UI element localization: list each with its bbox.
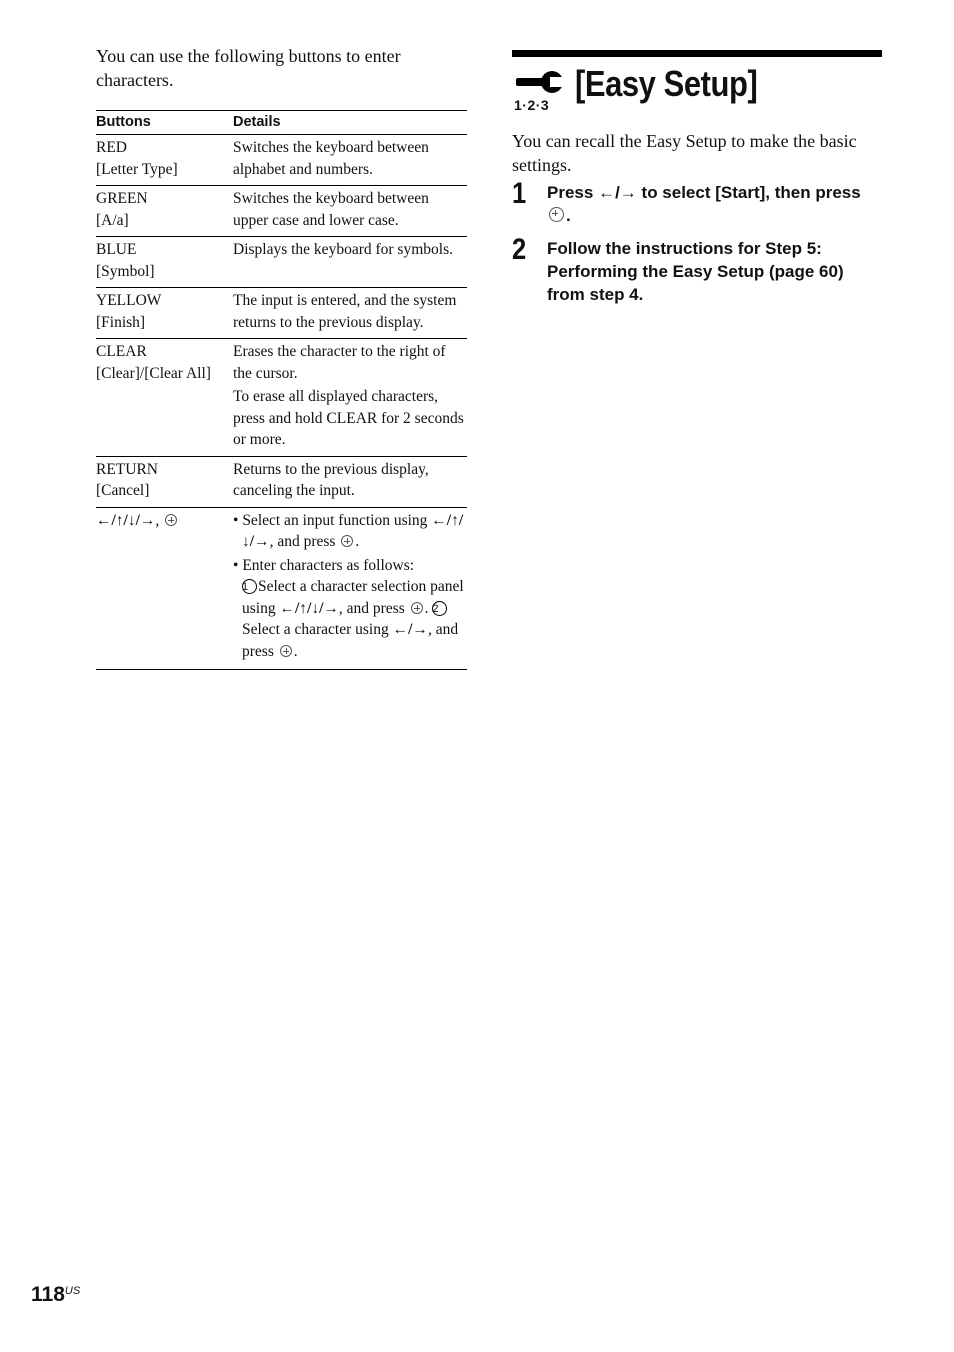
enter-button-icon <box>549 207 564 222</box>
button-name: RED <box>96 139 127 156</box>
details-cell <box>233 288 467 339</box>
left-column <box>96 44 467 670</box>
button-name: YELLOW <box>96 292 162 309</box>
buttons-table <box>96 110 467 670</box>
arrow-keys-label: ←/↑/↓/→ <box>96 511 156 529</box>
table-row <box>96 456 467 507</box>
enter-button-icon <box>411 602 423 614</box>
button-function: [Clear]/[Clear All] <box>96 364 211 382</box>
enter-button-icon <box>341 535 353 547</box>
button-function: [Letter Type] <box>96 160 178 178</box>
separator: , <box>155 511 160 529</box>
table-row <box>96 135 467 186</box>
button-name: CLEAR <box>96 343 147 360</box>
button-cell <box>96 237 233 288</box>
header-details: Details <box>233 111 467 135</box>
button-cell <box>96 456 233 507</box>
section-intro: You can recall the Easy Setup to make the basic settings. <box>512 131 857 175</box>
table-row <box>96 288 467 339</box>
enter-button-icon <box>165 514 177 526</box>
details-cell <box>233 339 467 457</box>
table-header-row <box>96 111 467 135</box>
bullet-enter-characters: • Enter characters as follows: 1 Select a character selection panel using ←/↑/↓/→, and press . 2Select a character using ←/→, and press . <box>233 556 464 660</box>
details-cell <box>233 186 467 237</box>
button-name: RETURN <box>96 460 158 478</box>
step-1 <box>512 177 882 227</box>
details-text: Switches the keyboard between upper case and lower case. <box>233 190 429 229</box>
details-text: Switches the keyboard between alphabet and numbers. <box>233 139 429 178</box>
arrow-buttons-cell <box>96 507 233 670</box>
wrench-icon <box>514 67 564 97</box>
details-cell <box>233 237 467 288</box>
setup-icon-label: 1·2·3 <box>514 97 550 113</box>
section-title: [Easy Setup] <box>575 63 758 104</box>
button-name: BLUE <box>96 241 137 258</box>
region-suffix: US <box>64 1285 81 1297</box>
step-2-text: Follow the instructions for Step 5: Performing the Easy Setup (page 60) from step 4. <box>547 239 844 304</box>
header-buttons: Buttons <box>96 111 233 135</box>
step-1-text: Press ←/→ to select [Start], then press . <box>547 183 861 225</box>
bullet-select-function: • Select an input function using ←/↑/↓/→, and press . <box>233 511 464 550</box>
button-function: [Symbol] <box>96 262 155 280</box>
details-cell <box>233 456 467 507</box>
step-number: 1 <box>512 177 527 210</box>
details-text: To erase all displayed characters, press and hold CLEAR for 2 seconds or more. <box>233 388 464 448</box>
details-text: The input is entered, and the system returns to the previous display. <box>233 292 457 331</box>
section-heading <box>512 57 882 115</box>
circled-number-1: 1 <box>242 579 257 594</box>
arrow-keys: ←/↑/↓/→ <box>279 599 339 617</box>
step-number: 2 <box>512 233 527 266</box>
button-cell <box>96 135 233 186</box>
circled-number-2: 2 <box>432 601 447 616</box>
table-row <box>96 237 467 288</box>
button-function: [A/a] <box>96 211 129 229</box>
details-text: Returns to the previous display, canceling the input. <box>233 460 429 499</box>
step-2 <box>512 233 882 306</box>
intro-text: You can use the following buttons to enter characters. <box>96 46 401 90</box>
arrow-keys: ←/→ <box>392 621 428 638</box>
details-text: Erases the character to the right of the cursor. <box>233 343 446 382</box>
arrow-keys: ←/↑/↓/→ <box>242 511 464 550</box>
table-body <box>96 135 467 670</box>
button-cell <box>96 186 233 237</box>
right-column <box>512 50 882 306</box>
table-row <box>96 339 467 457</box>
button-cell <box>96 339 233 457</box>
details-cell <box>233 135 467 186</box>
arrow-keys: ←/→ <box>598 183 637 202</box>
button-cell <box>96 288 233 339</box>
page-number: $118^{US}$ <box>31 1283 81 1306</box>
enter-button-icon <box>280 645 292 657</box>
table-row <box>96 186 467 237</box>
button-name: GREEN <box>96 190 148 207</box>
section-bar <box>512 50 882 57</box>
details-text: Displays the keyboard for symbols. <box>233 241 453 258</box>
arrow-details-cell <box>233 507 467 670</box>
button-function: [Finish] <box>96 313 146 331</box>
table-row-arrows <box>96 507 467 670</box>
button-function: [Cancel] <box>96 482 150 499</box>
